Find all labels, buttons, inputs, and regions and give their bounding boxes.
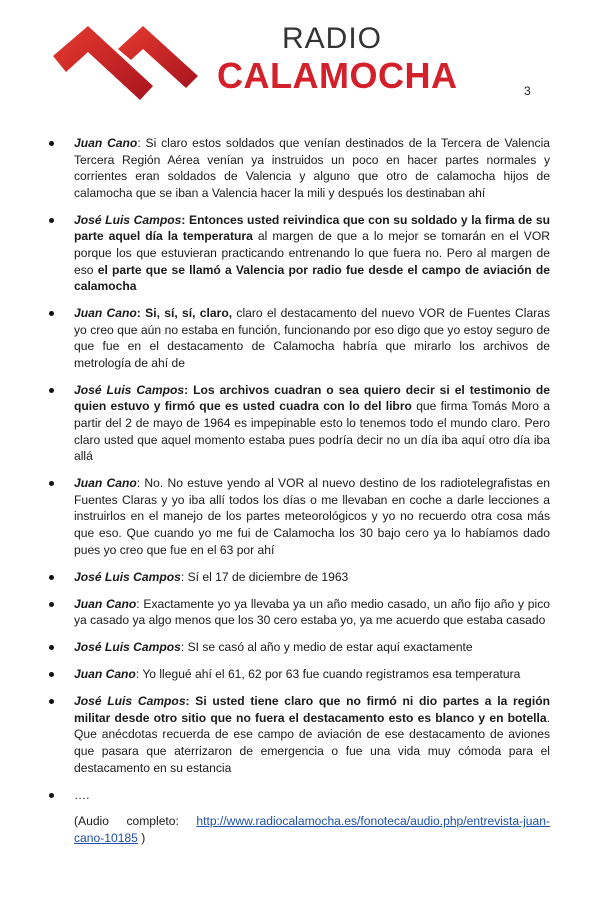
speaker-name: José Luis Campos [74,212,182,227]
transcript-entry [0,135,599,201]
audio-link[interactable]: http://www.radiocalamocha.es/fonoteca/audio.php/entrevista-juan-cano-10185 [74,814,550,846]
speaker-name: Juan Cano [74,596,137,611]
entry-text: : No. No estuve yendo al VOR al nuevo destino de los radiotelegrafistas en Fuentes Claras y yo iba allí todos los días o me llevaban en coche a darle lecciones a instruirlos en el manejo de los partes meteorológicos y yo no recuerdo otra cosa más que eso. Que cuando yo me fui de Calamocha los 30 bajo cero ya lo habíamos dado pues yo creo que fue en el 63 por ahí [74,476,551,557]
transcript-entry [0,596,599,629]
entry-text: que firma Tomás Moro a partir del 2 de mayo de 1964 es impepinable esto lo tenemos todo el mundo claro. Pero claro usted que aquel momento estaba pues podría decir no un día iba aquí otro día iba allá [74,399,550,464]
radio-calamocha-logo-icon [48,14,208,114]
entry-text: : SI se casó al año y medio de estar aquí exactamente [180,640,473,655]
speaker-name: José Luis Campos [74,382,185,397]
speaker-name: Juan Cano [74,306,137,321]
emphasized-text: : Los archivos cuadran o sea quiero decir si el testimonio de quien estuvo y firmó que es usted cuadra con lo del libro [74,382,550,414]
speaker-name: José Luis Campos [74,569,181,584]
audio-note [0,813,599,846]
emphasized-text: el parte que se llamó a Valencia por radio fue desde el campo de aviación de calamocha [74,262,551,294]
speaker-name: Juan Cano [74,476,137,491]
brand-calamocha: CALAMOCHA [217,55,458,96]
transcript-entry [0,475,599,558]
entry-text: al margen de que a lo mejor se tomarán en el VOR porque los que estuvieran practicando entrenando lo que fuera no. Pero al margen de eso [74,229,550,277]
transcript-entry [0,305,599,371]
transcript-entry [0,787,599,804]
audio-suffix: ) [137,831,146,846]
transcript-entry [0,693,599,776]
speaker-name: José Luis Campos [74,694,186,709]
entry-text: : Exactamente yo ya llevaba ya un año medio casado, un año fijo año y pico ya casado ya algo menos que los 30 cero estaba yo, ya me acuerdo que estaba casado [74,596,550,628]
page-number: 3 [524,84,531,98]
emphasized-text: : Si usted tiene claro que no firmó ni dio partes a la región militar desde otro sitio que no fuera el destacamento esto es blanco y en botella [74,694,550,725]
transcript-entry [0,569,599,586]
speaker-name: Juan Cano [74,136,138,150]
speaker-name: Juan Cano [74,667,136,682]
transcript-entry [0,212,599,295]
emphasized-text: : Entonces usted reivindica que con su soldado y la firma de su parte aquel día la temperatura [74,212,550,244]
entry-text: . Que anécdotas recuerda de ese campo de aviación de ese destacamento de aviones que pasara que aterrizaron de emergencia o fue una vida muy cómoda para el destacamento en su estancia [74,710,550,775]
entry-text: claro el destacamento del nuevo VOR de Fuentes Claras yo creo que aún no estaba en función, funcionando por eso digo que yo estoy seguro de que fue en el destacamento de Calamocha habría que mirarlo los archivos de metrología de ahí de [74,306,550,370]
speaker-name: José Luis Campos [74,640,181,655]
transcript-body [0,135,599,847]
audio-prefix: (Audio completo: [74,814,197,829]
entry-text: : Si claro estos soldados que venían destinados de la Tercera de Valencia Tercera Región Aérea venían ya instruidos un poco en hacer partes normales y corrientes eran soldados de Valencia y alguno que otro de calamocha hijos de calamocha que se iban a Valencia hacer la mili y después los destinaban ahí [74,136,550,200]
emphasized-text: : Si, sí, sí, claro, [136,306,233,321]
transcript-entry [0,639,599,656]
page-header [0,0,599,120]
entry-text: : Sí el 17 de diciembre de 1963 [180,569,349,584]
entry-text: …. [74,787,90,802]
transcript-entry [0,382,599,465]
transcript-list [0,135,599,803]
entry-text: : Yo llegué ahí el 61, 62 por 63 fue cuando registramos esa temperatura [135,667,521,682]
transcript-entry [0,666,599,683]
brand-radio: RADIO [282,22,383,55]
